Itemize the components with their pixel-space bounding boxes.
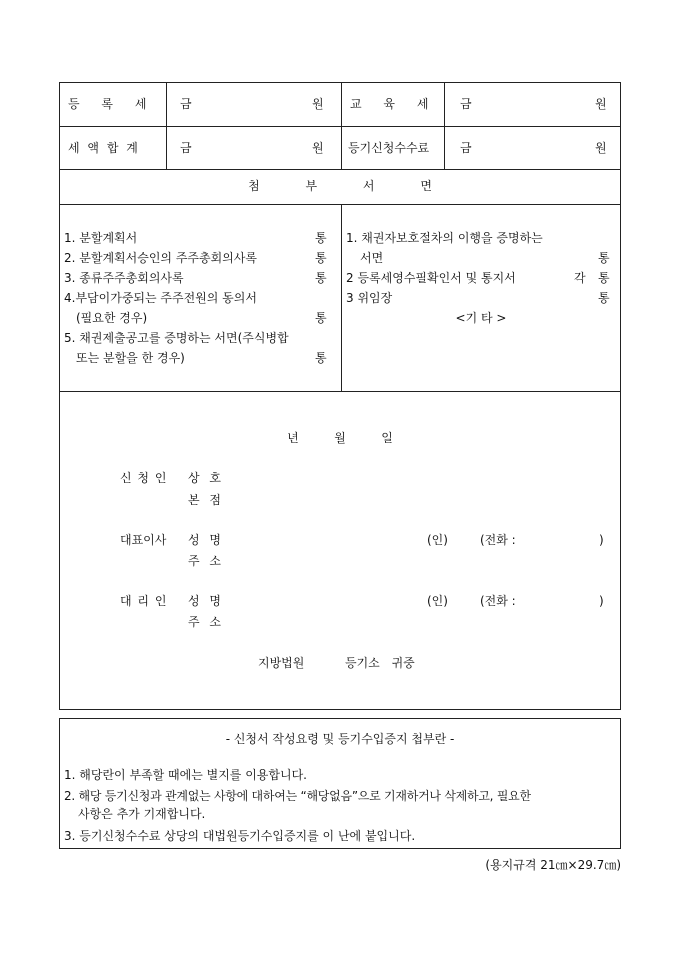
trade-name-label: 상 호: [188, 471, 221, 485]
notes-title: - 신청서 작성요령 및 등기수입증지 첩부란 -: [225, 732, 455, 746]
attachment-left-5: 5. 채권제출공고를 증명하는 서면(주식병합: [64, 331, 289, 345]
note-item-3: 3. 등기신청수수료 상당의 대법원등기수입증지를 이 난에 붙입니다.: [64, 829, 416, 843]
attachment-left-5-cont: 또는 분할을 한 경우): [76, 351, 185, 365]
note-item-2-cont: 사항은 추가 기재합니다.: [78, 807, 206, 821]
note-item-1: 1. 해당란이 부족할 때에는 별지를 이용합니다.: [64, 768, 307, 782]
agent-label: 대 리 인: [120, 594, 167, 608]
attachments-title-divider: [59, 204, 621, 205]
agent-name-label: 성 명: [188, 594, 221, 608]
attachment-left-1: 1. 분할계획서: [64, 231, 138, 245]
attachment-left-3: 3. 종류주주총회의사록: [64, 271, 184, 285]
attachment-unit: 통: [598, 291, 610, 305]
filing-won-unit: 원: [595, 141, 607, 155]
representative-label: 대표이사: [120, 533, 167, 547]
education-won-unit: 원: [595, 97, 607, 111]
representative-seal: (인): [427, 533, 448, 547]
total-won-unit: 원: [312, 141, 324, 155]
attachments-title: 첨 부 서 면: [248, 179, 432, 193]
fee-col-line-3: [444, 82, 445, 169]
attachment-unit: 통: [315, 311, 327, 325]
attachment-unit: 통: [315, 231, 327, 245]
attachment-right-2-each: 각: [574, 271, 586, 285]
attachment-right-3: 3 위임장: [346, 291, 393, 305]
attachment-other: <기 타 >: [455, 311, 507, 325]
attachment-left-4-note: (필요한 경우): [76, 311, 148, 325]
head-office-label: 본 점: [188, 493, 221, 507]
note-item-2: 2. 해당 등기신청과 관계없는 사항에 대하여는 “해당없음”으로 기재하거나 삭제하고, 필요한: [64, 789, 531, 803]
form-frame: [59, 82, 621, 710]
filing-fee-label: 등기신청수수료: [348, 141, 430, 155]
attachment-left-4: 4.부담이가중되는 주주전원의 동의서: [64, 291, 257, 305]
registration-tax-label: 등 록 세: [68, 97, 147, 111]
registration-amount-label: 금: [180, 97, 192, 111]
representative-phone: (전화 :: [480, 533, 516, 547]
representative-phone-close: ): [599, 533, 604, 547]
fee-col-line-1: [166, 82, 167, 169]
agent-address-label: 주 소: [188, 615, 221, 629]
attachment-unit: 통: [598, 251, 610, 265]
filing-amount-label: 금: [460, 141, 472, 155]
education-amount-label: 금: [460, 97, 472, 111]
registration-won-unit: 원: [312, 97, 324, 111]
attachment-unit: 통: [315, 251, 327, 265]
attachment-unit: 통: [598, 271, 610, 285]
attachment-right-2: 2 등록세영수필확인서 및 통지서: [346, 271, 516, 285]
total-tax-label: 세 액 합 계: [68, 141, 138, 155]
total-amount-label: 금: [180, 141, 192, 155]
agent-seal: (인): [427, 594, 448, 608]
applicant-label: 신 청 인: [120, 471, 167, 485]
attachment-unit: 통: [315, 351, 327, 365]
court-label: 지방법원: [258, 656, 305, 670]
attachment-right-1-cont: 서면: [360, 251, 384, 265]
fee-row-divider: [59, 126, 621, 127]
agent-phone-close: ): [599, 594, 604, 608]
representative-address-label: 주 소: [188, 554, 221, 568]
attachments-bottom: [59, 391, 621, 392]
registry-label: 등기소 귀중: [345, 656, 415, 670]
paper-size-note: (용지규격 21㎝×29.7㎝): [485, 858, 621, 872]
attachment-right-1: 1. 채권자보호절차의 이행을 증명하는: [346, 231, 543, 245]
agent-phone: (전화 :: [480, 594, 516, 608]
attachment-unit: 통: [315, 271, 327, 285]
fee-section-bottom: [59, 169, 621, 170]
fee-col-line-2: [341, 82, 342, 169]
education-tax-label: 교 육 세: [350, 97, 429, 111]
attachment-left-2: 2. 분할계획서승인의 주주총회의사록: [64, 251, 257, 265]
representative-name-label: 성 명: [188, 533, 221, 547]
attachments-col-line: [341, 204, 342, 391]
application-date: 년 월 일: [287, 431, 393, 445]
